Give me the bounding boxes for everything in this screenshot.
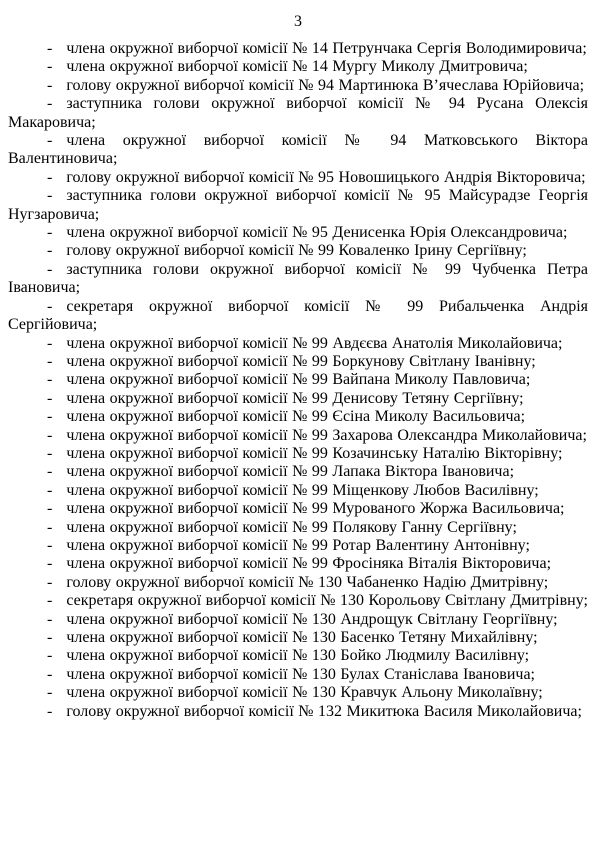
list-item-text: члена окружної виборчої комісії № 130 Булах Станіслава Івановича; — [66, 665, 535, 683]
bullet-dash: - — [47, 95, 53, 113]
list-item — [8, 574, 588, 592]
list-item — [8, 500, 588, 518]
list-item-text: члена окружної виборчої комісії № 99 Фросіняка Віталія Вікторовича; — [66, 555, 552, 573]
list-item-text: секретаря окружної виборчої комісії № 99 Рибальченка Андрія Сергійовича; — [8, 297, 588, 334]
list-item-text: члена окружної виборчої комісії № 99 Міщенкову Любов Василівну; — [66, 481, 539, 499]
list-item-text: члена окружної виборчої комісії № 130 Басенко Тетяну Михайлівну; — [66, 629, 538, 646]
list-item-text: члена окружної виборчої комісії № 99 Денисову Тетяну Сергіївну; — [66, 389, 524, 407]
list-item-text: члена окружної виборчої комісії № 95 Денисенка Юрія Олександровича; — [66, 224, 568, 242]
list-item-text: члена окружної виборчої комісії № 130 Бойко Людмилу Василівну; — [66, 647, 530, 665]
bullet-dash: - — [47, 500, 53, 518]
list-item-text: члена окружної виборчої комісії № 99 Авдєєва Анатолія Миколайовича; — [66, 334, 563, 352]
bullet-dash: - — [47, 573, 53, 591]
list-item — [8, 519, 588, 537]
list-item-text: члена окружної виборчої комісії № 99 Захарова Олександра Миколайовича; — [66, 426, 587, 444]
list-item — [8, 169, 588, 187]
bullet-dash: - — [47, 242, 53, 260]
list-item — [8, 445, 588, 463]
list-item — [8, 224, 588, 242]
list-item-text: заступника голови окружної виборчої комісії № 99 Чубченка Петра Івановича; — [8, 260, 588, 297]
bullet-dash: - — [47, 76, 53, 94]
bullet-dash: - — [47, 389, 53, 407]
list-item-text: члена окружної виборчої комісії № 14 Мургу Миколу Дмитровича; — [66, 58, 528, 76]
list-item — [8, 390, 588, 408]
bullet-dash: - — [47, 702, 53, 720]
list-item-text: секретаря окружної виборчої комісії № 130 Корольову Світлану Дмитрівну; — [66, 592, 588, 610]
bullet-dash: - — [47, 536, 53, 554]
list-item — [8, 58, 588, 76]
list-item — [8, 463, 588, 481]
bullet-dash: - — [47, 40, 53, 57]
bullet-dash: - — [47, 684, 53, 702]
list-item — [8, 132, 588, 169]
bullet-dash: - — [47, 408, 53, 426]
list-item-text: члена окружної виборчої комісії № 99 Лапака Віктора Івановича; — [66, 463, 515, 481]
list-item — [8, 537, 588, 555]
list-item-text: заступника голови окружної виборчої комісії № 95 Майсурадзе Георгія Нугзаровича; — [8, 187, 588, 223]
list-item — [8, 684, 588, 702]
bullet-dash: - — [47, 224, 53, 242]
list-item — [8, 242, 588, 260]
list-item — [8, 666, 588, 684]
bullet-dash: - — [47, 297, 53, 315]
list-item — [8, 353, 588, 371]
list-item — [8, 187, 588, 224]
bullet-dash: - — [47, 444, 53, 462]
bullet-dash: - — [47, 352, 53, 370]
list-item-text: члена окружної виборчої комісії № 99 Боркунову Світлану Іванівну; — [66, 352, 536, 370]
bullet-dash: - — [47, 555, 53, 573]
list-item — [8, 592, 588, 610]
list-item — [8, 95, 588, 132]
bullet-dash: - — [47, 518, 53, 536]
page-number: 3 — [294, 13, 302, 30]
list-item — [8, 647, 588, 665]
bullet-dash: - — [47, 592, 53, 610]
list-item-text: члена окружної виборчої комісії № 99 Полякову Ганну Сергіївну; — [66, 518, 517, 536]
bullet-dash: - — [47, 426, 53, 444]
list-item — [8, 427, 588, 445]
list-item-text: члена окружної виборчої комісії № 99 Вайпана Миколу Павловича; — [66, 371, 531, 389]
bullet-dash: - — [47, 629, 53, 646]
list-item-text: члена окружної виборчої комісії № 99 Єсіна Миколу Васильовича; — [66, 408, 526, 426]
bullet-dash: - — [47, 260, 53, 278]
bullet-dash: - — [47, 610, 53, 628]
list-item-text: голову окружної виборчої комісії № 99 Коваленко Ірину Сергіївну; — [66, 242, 527, 260]
bullet-dash: - — [47, 647, 53, 665]
list-item-text: члена окружної виборчої комісії № 99 Мурованого Жоржа Васильовича; — [66, 500, 565, 518]
bullet-dash: - — [47, 58, 53, 76]
bullet-dash: - — [47, 463, 53, 481]
bullet-dash: - — [47, 665, 53, 683]
bullet-dash: - — [47, 187, 53, 205]
list-item — [8, 261, 588, 298]
bullet-dash: - — [47, 334, 53, 352]
list-item — [8, 482, 588, 500]
list-item-text: члена окружної виборчої комісії № 130 Кравчук Альону Миколаївну; — [66, 684, 543, 702]
bullet-dash: - — [47, 481, 53, 499]
list-item-text: члена окружної виборчої комісії № 99 Козачинську Наталію Вікторівну; — [66, 444, 563, 462]
list-item — [8, 298, 588, 335]
list-item — [8, 611, 588, 629]
list-item — [8, 371, 588, 389]
list-item-text: голову окружної виборчої комісії № 130 Чабаненко Надію Дмитрівну; — [66, 573, 549, 591]
bullet-dash: - — [47, 371, 53, 389]
list-item-text: члена окружної виборчої комісії № 99 Ротар Валентину Антонівну; — [66, 536, 530, 554]
list-item-text: голову окружної виборчої комісії № 132 Микитюка Василя Миколайовича; — [66, 702, 582, 720]
list-item — [8, 40, 588, 58]
list-item — [8, 703, 588, 721]
list-item-text: голову окружної виборчої комісії № 95 Новошицького Андрія Вікторовича; — [66, 168, 586, 186]
list-item-text: заступника голови окружної виборчої комісії № 94 Русана Олексія Макаровича; — [8, 95, 588, 131]
list-item — [8, 555, 588, 573]
list-item-text: члена окружної виборчої комісії № 94 Матковського Віктора Валентиновича; — [8, 132, 588, 168]
list-item-text: голову окружної виборчої комісії № 94 Мартинюка В’ячеслава Юрійовича; — [66, 76, 585, 94]
list-item — [8, 408, 588, 426]
list-item — [8, 77, 588, 95]
bullet-dash: - — [47, 132, 53, 150]
bullet-dash: - — [47, 168, 53, 186]
list-item-text: члена окружної виборчої комісії № 130 Андрощук Світлану Георгіївну; — [66, 610, 558, 628]
list-item — [8, 335, 588, 353]
list-item-text: члена окружної виборчої комісії № 14 Петрунчака Сергія Володимировича; — [66, 40, 587, 57]
list-item — [8, 629, 588, 647]
